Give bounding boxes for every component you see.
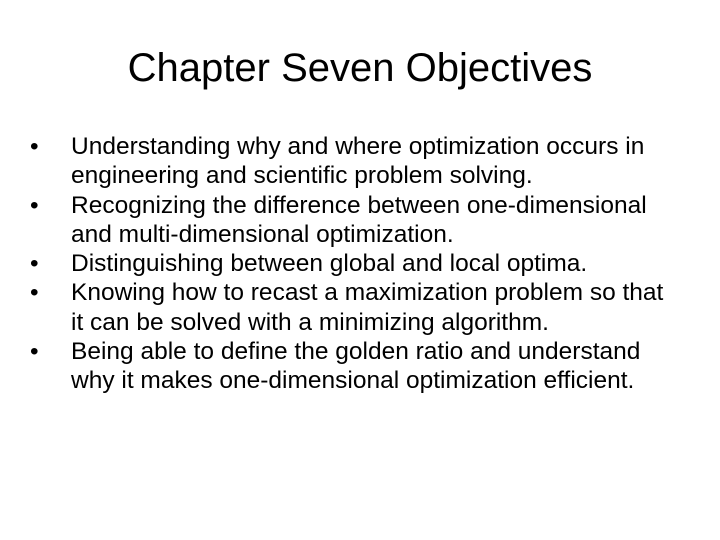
list-item [30,337,680,396]
list-item [30,278,680,337]
slide-title: Chapter Seven Objectives [127,46,593,90]
objectives-list [30,132,680,396]
list-item [30,191,680,250]
bullet-text: Understanding why and where optimization occurs in engineering and scientific problem solving. [71,133,645,190]
bullet-icon: • [30,279,39,307]
list-item [30,132,680,191]
bullet-icon: • [30,133,39,160]
bullet-text: Being able to define the golden ratio and understand why it makes one-dimensional optimization efficient. [71,338,641,395]
bullet-text: Knowing how to recast a maximization problem so that it can be solved with a minimizing algorithm. [71,279,664,336]
bullet-icon: • [30,338,39,366]
bullet-text: Recognizing the difference between one-dimensional and multi-dimensional optimization. [71,191,647,248]
list-item [30,249,680,278]
bullet-icon: • [30,250,39,278]
bullet-icon: • [30,191,39,219]
bullet-text: Distinguishing between global and local optima. [71,250,588,278]
